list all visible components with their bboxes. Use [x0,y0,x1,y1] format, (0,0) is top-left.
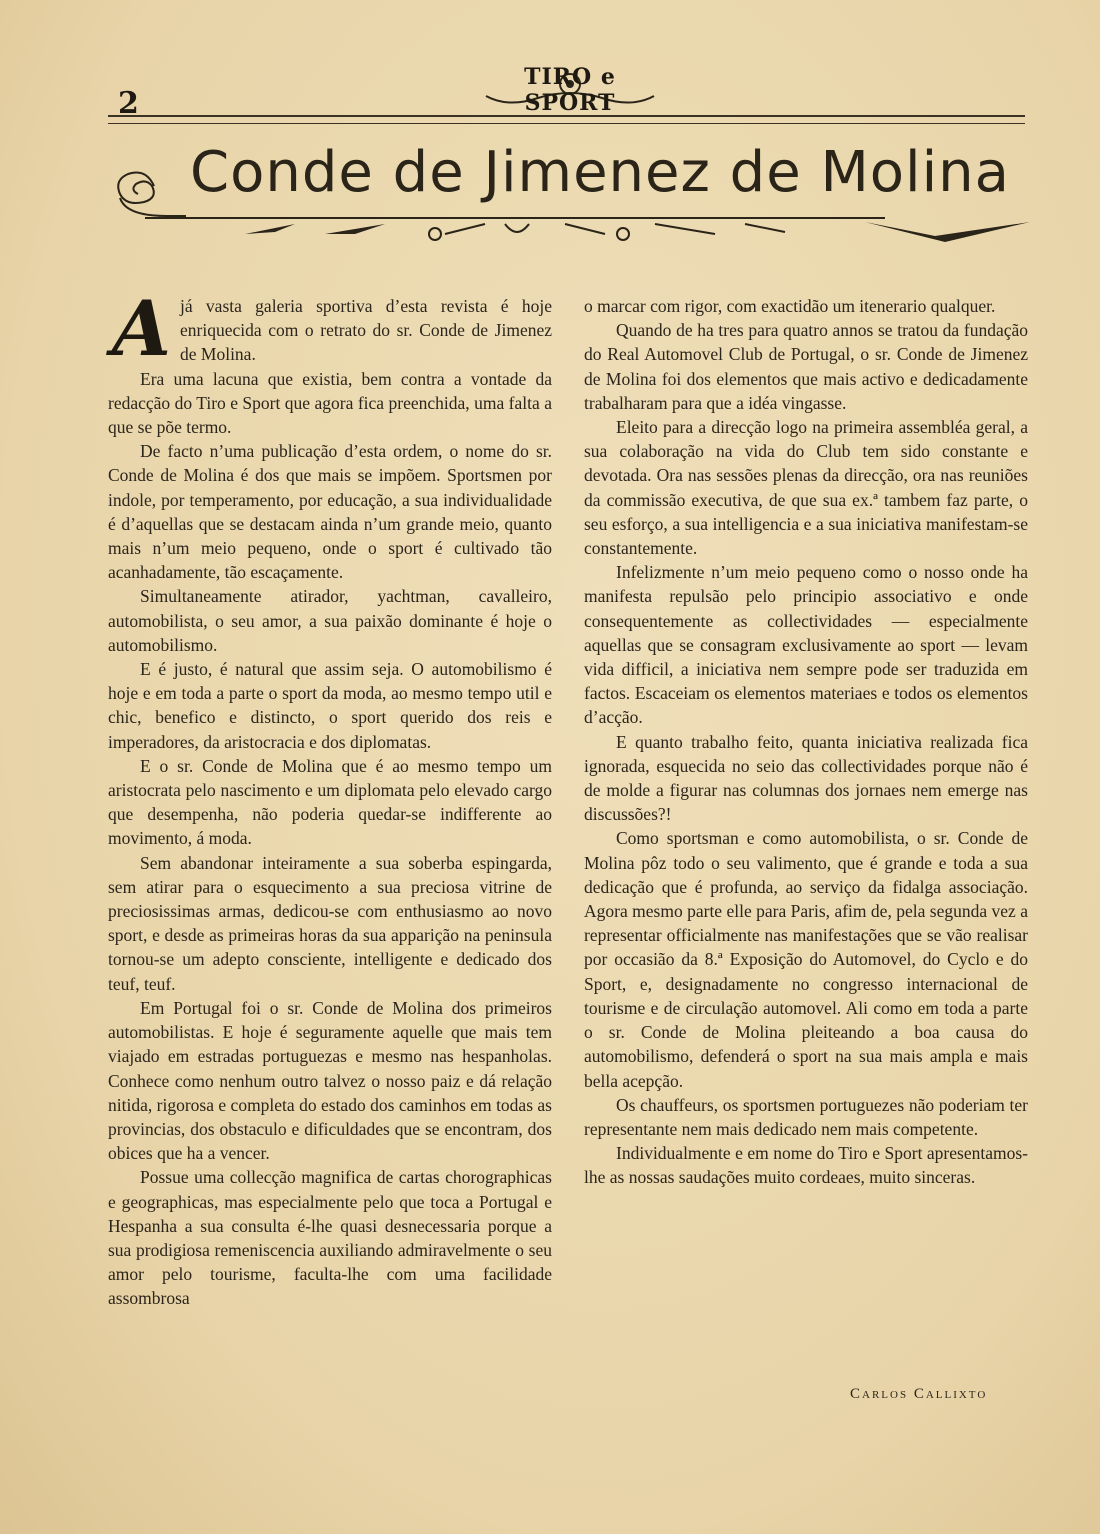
article-paragraph: Em Portugal foi o sr. Conde de Molina dos primeiros automobilistas. E hoje é seguramente aquelle que mais tem viajado em estradas portuguezas e mesmo nas hespanholas. Conhece como nenhum outro talvez o nosso paiz e dá relação nitida, rigorosa e completa do estado dos caminhos em todas as provincias, dos obstaculo e dificuldades que se encontram, dos obices que ha a vencer. [108,997,552,1164]
masthead-logo [478,62,662,116]
page-number: 2 [118,86,139,121]
article-paragraph [108,284,552,373]
header-rule [108,115,1025,124]
article-paragraph: Simultaneamente atirador, yachtman, cavalleiro, automobilista, o seu amor, a sua paixão dominante é hoje o automobilismo. [108,586,552,655]
title-scroll-ornament [106,158,186,220]
article-paragraph: Os chauffeurs, os sportsmen portuguezes não poderiam ter representante nem mais dedicado nem mais competente. [584,1094,1028,1139]
article-paragraph: Era uma lacuna que existia, bem contra a vontade da redacção do Tiro e Sport que agora fica preenchida, uma falta a que se põe termo. [108,368,552,438]
article-paragraph: Quando de ha tres para quatro annos se tratou da fundação do Real Automovel Club de Portugal, o sr. Conde de Jimenez de Molina foi dos elementos que mais activo e dedicadamente trabalharam para que a idéa vingasse. [584,320,1028,413]
article-column-right [584,294,1028,1190]
article-paragraph: Individualmente e em nome do Tiro e Sport apresentamos-lhe as nossas saudações muito cordeaes, muito sinceras. [584,1143,1028,1188]
article-paragraph: De facto n’uma publicação d’esta ordem, o nome do sr. Conde de Molina é dos que mais se impõem. Sportsmen por indole, por temperamento, por educação, a sua individualidade é d’aquellas que se destacam ainda n’um grande meio, quanto mais n’um meio pequeno, onde o sport é cultivado tão acanhadamente, tão escaçamente. [108,441,552,583]
drop-cap: A [112,284,171,373]
article-paragraph: Infelizmente n’um meio pequeno como o nosso onde ha manifesta repulsão pelo principio associativo e onde consequentemente as collectividades — especialmente aquellas que se consagram exclusivamente ao sport — levam vida difficil, a iniciativa nem sempre pode ser traduzida em factos. Escaceiam os elementos materiaes e todos os elementos d’acção. [584,562,1028,728]
article-title: Conde de Jimenez de Molina [190,140,1010,205]
article-column-left [108,284,552,1311]
article-paragraph: Sem abandonar inteiramente a sua soberba espingarda, sem atirar para o esquecimento a sua preciosa vitrine de preciosissimas armas, dedicou-se com enthusiasmo ao novo sport, e desde as primeiras horas da sua apparição na peninsula tornou-se um adepto consciente, intelligente e dedicado dos teuf, teuf. [108,852,552,994]
article-paragraph: o marcar com rigor, com exactidão um itenerario qualquer. [584,296,996,316]
author-signature: Carlos Callixto [850,1386,988,1402]
article-paragraph: Eleito para a direcção logo na primeira assembléa geral, a sua colaboração na vida do Club tem sido constante e devotada. Ora nas sessões plenas da direcção, ora nas reuniões da commissão executiva, de que sua ex.ª tambem faz parte, o seu esforço, a sua intelligencia e a sua iniciativa manifestam-se constantemente. [584,417,1028,559]
paragraph-text: já vasta galeria sportiva d’esta revista é hoje enriquecida com o retrato do sr. Conde de Jimenez de Molina. [180,296,552,365]
article-paragraph: E o sr. Conde de Molina que é ao mesmo tempo um aristocrata pelo nascimento e um diplomata pelo elevado cargo que desempenha, não poderia quedar-se indifferente ao movimento, á moda. [108,755,552,849]
article-paragraph: Como sportsman e como automobilista, o sr. Conde de Molina pôz todo o seu valimento, que é grande e toda a sua dedicação que é profunda, ao serviço da fidalga associação. Agora mesmo parte elle para Paris, afim de, pela segunda vez a representar officialmente nas manifestações que se vão realisar por occasião da 8.ª Exposição do Automovel, do Cyclo e do Sport, e, designadamente no congresso internacional de tourisme e de circulação automovel. Ali como em toda a parte o sr. Conde de Molina pleiteando a boa causa do automobilismo, defenderá o sport na sua mais ampla e mais bella acepção. [584,828,1028,1091]
article-paragraph: E é justo, é natural que assim seja. O automobilismo é hoje e em toda a parte o sport da moda, ao mesmo tempo util e chic, benefico e distincto, o sport querido dos reis e imperadores, da aristocracia e dos diplomatas. [108,659,552,752]
masthead-title: TIRO e SPORT [524,64,616,116]
article-paragraph: E quanto trabalho feito, quanta iniciativa realizada fica ignorada, esquecida no seio das collectividades porque não é de molde a figurar nas columnas dos jornaes nem emerge nas discussões?! [584,731,1028,825]
article-paragraph: Possue uma collecção magnifica de cartas chorographicas e geographicas, mas especialmente pelo que toca a Portugal e Hespanha a sua consulta é-lhe quasi desnecessaria porque a sua prodigiosa remeniscencia auxiliando admiravelmente o seu amor pelo tourisme, faculta-lhe com uma facilidade assombrosa [108,1167,552,1309]
title-flourish-rule [145,212,1030,248]
